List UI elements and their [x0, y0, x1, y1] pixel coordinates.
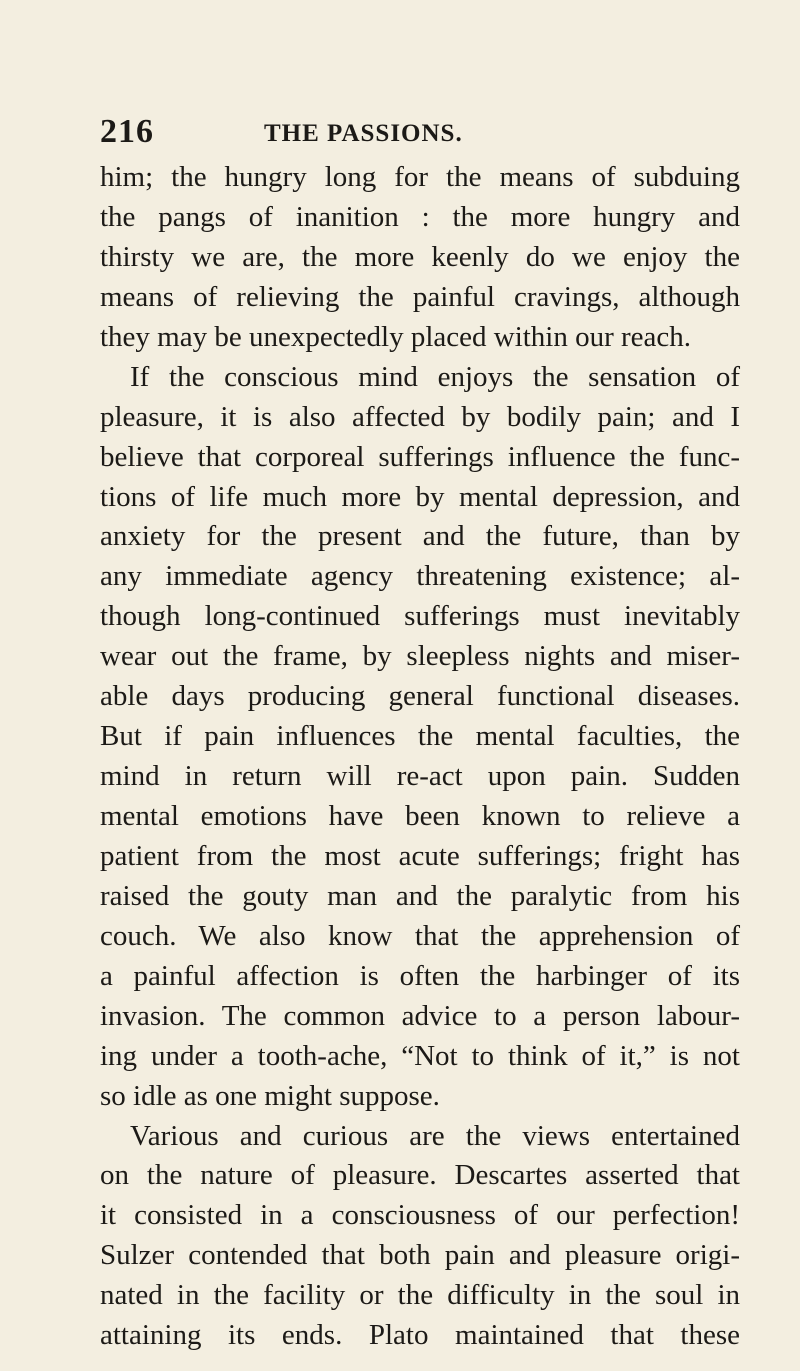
text-line: so idle as one might suppose. — [100, 1079, 440, 1112]
text-line: mind in return will re-act upon pain. Sudden — [100, 760, 740, 793]
text-line: believe that corporeal sufferings influence the func- — [100, 440, 740, 473]
text-line: nated in the facility or the difficulty in the soul in — [100, 1279, 740, 1312]
text-line: able days producing general functional diseases. — [100, 680, 740, 713]
text-line: Various and curious are the views entertained — [130, 1119, 740, 1152]
text-line: it consisted in a consciousness of our perfection! — [100, 1199, 740, 1232]
text-line: him; the hungry long for the means of subduing — [100, 161, 740, 193]
page-header — [100, 112, 740, 152]
text-line: If the conscious mind enjoys the sensation of — [130, 360, 740, 393]
text-line: on the nature of pleasure. Descartes asserted that — [100, 1159, 740, 1192]
text-line: a painful affection is often the harbinger of its — [100, 959, 740, 992]
text-line: Sulzer contended that both pain and pleasure origi- — [100, 1239, 740, 1272]
page-number: 216 — [100, 113, 154, 150]
text-line: tions of life much more by mental depression, and — [100, 480, 740, 513]
text-line: anxiety for the present and the future, than by — [100, 520, 740, 553]
text-line: ing under a tooth-ache, “Not to think of it,” is not — [100, 1039, 740, 1072]
text-line: invasion. The common advice to a person labour- — [100, 999, 740, 1032]
text-line: patient from the most acute sufferings; fright has — [100, 839, 740, 872]
text-line: means of relieving the painful cravings, although — [100, 280, 740, 313]
text-line: couch. We also know that the apprehension of — [100, 919, 740, 952]
body-text — [100, 158, 740, 1356]
text-line: any immediate agency threatening existence; al- — [100, 560, 740, 593]
text-line: attaining its ends. Plato maintained that these — [100, 1319, 740, 1352]
text-line: mental emotions have been known to relieve a — [100, 800, 740, 832]
text-line: But if pain influences the mental faculties, the — [100, 720, 740, 753]
running-head: THE PASSIONS. — [264, 120, 463, 147]
text-line: though long-continued sufferings must inevitably — [100, 600, 740, 633]
text-line: raised the gouty man and the paralytic from his — [100, 879, 740, 912]
text-line: they may be unexpectedly placed within our reach. — [100, 320, 692, 353]
text-line: pleasure, it is also affected by bodily pain; and I — [100, 400, 740, 433]
text-line: wear out the frame, by sleepless nights and miser- — [100, 640, 740, 673]
text-line: the pangs of inanition : the more hungry and — [100, 200, 740, 233]
text-line: thirsty we are, the more keenly do we enjoy the — [100, 240, 740, 273]
